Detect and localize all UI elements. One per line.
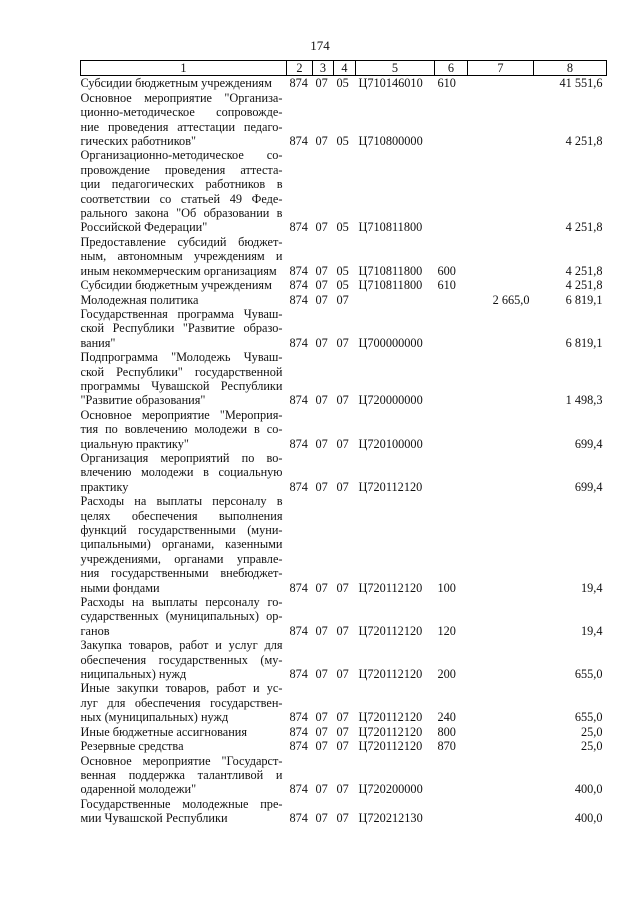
ministry-code: 874 xyxy=(289,263,308,278)
expense-type-code xyxy=(435,293,468,307)
subsection-code: 07 xyxy=(336,710,349,725)
subsection-code: 05 xyxy=(336,263,349,278)
section-code: 07 xyxy=(315,479,328,494)
expense-type-code xyxy=(435,91,468,149)
subsection-code: 05 xyxy=(336,134,349,149)
section-code: 07 xyxy=(315,134,328,149)
target-article-code: Ц720112120 xyxy=(358,580,423,595)
item-name-line: ской Республики" государственной xyxy=(80,364,283,379)
table-row xyxy=(81,293,607,307)
section-code: 07 xyxy=(315,739,328,754)
ministry-code: 874 xyxy=(289,739,308,754)
total-amount: 699,4 xyxy=(574,479,603,494)
page-number: 174 xyxy=(310,38,330,53)
section-code: 07 xyxy=(315,623,328,638)
item-name xyxy=(81,91,287,149)
section-code: 07 xyxy=(315,811,328,826)
expense-type-code: 100 xyxy=(437,580,456,595)
section-code: 07 xyxy=(315,667,328,682)
change-amount xyxy=(468,307,534,350)
ministry-code: 874 xyxy=(289,782,308,797)
target-article-code: Ц720112120 xyxy=(358,479,423,494)
change-amount xyxy=(468,235,534,278)
change-amount xyxy=(468,797,534,826)
item-name xyxy=(81,350,287,408)
subsection-code: 07 xyxy=(336,782,349,797)
total-amount: 655,0 xyxy=(574,667,603,682)
expense-type-code xyxy=(435,797,468,826)
item-name-line: соответствии со статьей 49 Феде- xyxy=(80,191,283,206)
ministry-code: 874 xyxy=(289,811,308,826)
column-header: 3 xyxy=(313,61,334,76)
subsection-code: 07 xyxy=(336,811,349,826)
target-article-code: Ц720112120 xyxy=(358,710,423,725)
item-name-line: ской Республики "Развитие образо- xyxy=(80,321,283,336)
ministry-code: 874 xyxy=(289,667,308,682)
item-name-line: Основное мероприятие "Мероприя- xyxy=(80,407,283,422)
item-name-line: Расходы на выплаты персоналу в xyxy=(80,494,283,509)
table-row xyxy=(81,408,607,451)
section-code: 07 xyxy=(315,292,328,307)
total-amount: 19,4 xyxy=(580,623,603,638)
target-article-code: Ц720112120 xyxy=(358,667,423,682)
expense-type-code: 610 xyxy=(437,76,456,91)
target-article-code: Ц710811800 xyxy=(358,278,423,293)
item-name-line: гических работников" xyxy=(80,134,197,149)
item-name xyxy=(81,494,287,595)
item-name-line: ным, автономным учреждениям и xyxy=(80,249,283,264)
item-name-line: Основное мероприятие "Организа- xyxy=(80,90,283,105)
target-article-code: Ц720200000 xyxy=(358,782,423,797)
expense-type-code: 870 xyxy=(437,739,456,754)
subsection-code: 07 xyxy=(336,335,349,350)
target-article-code: Ц710800000 xyxy=(358,134,423,149)
item-name-line: функций государственными (муни- xyxy=(80,523,283,537)
table-row xyxy=(81,235,607,278)
section-code: 07 xyxy=(315,436,328,451)
table-row xyxy=(81,754,607,797)
item-name-line: венная поддержка талантливой и xyxy=(80,767,283,782)
item-name xyxy=(81,797,287,826)
column-header: 8 xyxy=(534,61,607,76)
total-amount: 4 251,8 xyxy=(565,263,603,278)
item-name-line: Иные бюджетные ассигнования xyxy=(80,724,248,739)
item-name-line: ных (муниципальных) нужд xyxy=(80,710,229,725)
subsection-code: 05 xyxy=(336,220,349,235)
target-article-code: Ц710146010 xyxy=(358,76,423,91)
section-code: 07 xyxy=(315,782,328,797)
item-name-line: Подпрограмма "Молодежь Чуваш- xyxy=(80,350,283,365)
column-header: 7 xyxy=(468,61,534,76)
change-amount xyxy=(468,638,534,681)
subsection-code: 07 xyxy=(336,436,349,451)
expense-type-code xyxy=(435,148,468,234)
change-amount xyxy=(468,76,534,91)
item-name-line: луг для обеспечения государствен- xyxy=(80,695,283,710)
change-amount xyxy=(468,148,534,234)
item-name xyxy=(81,278,287,292)
column-header: 1 xyxy=(81,61,287,76)
section-code: 07 xyxy=(315,263,328,278)
subsection-code: 05 xyxy=(336,278,349,293)
section-code: 07 xyxy=(315,393,328,408)
change-amount: 2 665,0 xyxy=(492,292,530,307)
table-row xyxy=(81,148,607,234)
target-article-code: Ц720112120 xyxy=(358,623,423,638)
table-row xyxy=(81,739,607,753)
subsection-code: 07 xyxy=(336,724,349,739)
expense-type-code xyxy=(435,408,468,451)
section-code: 07 xyxy=(315,278,328,293)
item-name-line: влечению молодежи в социальную xyxy=(80,465,283,480)
total-amount: 19,4 xyxy=(580,580,603,595)
item-name-line: Молодежная политика xyxy=(80,292,199,307)
expense-type-code xyxy=(435,451,468,494)
section-code: 07 xyxy=(315,580,328,595)
ministry-code: 874 xyxy=(289,724,308,739)
section-code: 07 xyxy=(315,335,328,350)
section-code: 07 xyxy=(315,724,328,739)
expense-type-code: 610 xyxy=(437,278,456,293)
table-row xyxy=(81,76,607,91)
item-name-line: программы Чувашской Республики xyxy=(80,378,283,393)
section-code: 07 xyxy=(315,76,328,91)
expense-type-code xyxy=(435,307,468,350)
column-number-row xyxy=(81,61,607,76)
target-article-code: Ц710811800 xyxy=(358,263,423,278)
item-name-line: иным некоммерческим организациям xyxy=(80,263,277,278)
item-name xyxy=(81,595,287,638)
item-name-line: Организация мероприятий по во- xyxy=(80,450,283,465)
table-row xyxy=(81,307,607,350)
total-amount: 6 819,1 xyxy=(565,292,603,307)
budget-table xyxy=(80,60,607,826)
ministry-code: 874 xyxy=(289,580,308,595)
item-name xyxy=(81,739,287,753)
item-name-line: Резервные средства xyxy=(80,739,184,754)
table-row xyxy=(81,494,607,595)
item-name-line: Предоставление субсидий бюджет- xyxy=(80,234,283,249)
item-name-line: вания" xyxy=(80,335,116,350)
table-row xyxy=(81,451,607,494)
target-article-code: Ц720112120 xyxy=(358,724,423,739)
change-amount xyxy=(468,681,534,724)
table-row xyxy=(81,725,607,739)
change-amount xyxy=(468,278,534,292)
item-name-line: провождение проведения аттеста- xyxy=(80,162,283,177)
expense-type-code: 600 xyxy=(437,263,456,278)
total-amount: 699,4 xyxy=(574,436,603,451)
item-name-line: ции педагогических работников в xyxy=(80,177,283,192)
ministry-code: 874 xyxy=(289,436,308,451)
change-amount xyxy=(468,595,534,638)
total-amount: 655,0 xyxy=(574,710,603,725)
item-name-line: целях обеспечения выполнения xyxy=(80,508,283,523)
change-amount xyxy=(468,408,534,451)
item-name xyxy=(81,725,287,739)
column-header: 5 xyxy=(356,61,435,76)
subsection-code: 07 xyxy=(336,739,349,754)
ministry-code: 874 xyxy=(289,134,308,149)
expense-type-code: 240 xyxy=(437,710,456,725)
target-article-code: Ц720000000 xyxy=(358,393,423,408)
expense-type-code: 200 xyxy=(437,667,456,682)
item-name xyxy=(81,408,287,451)
section-code: 07 xyxy=(315,220,328,235)
target-article-code: Ц700000000 xyxy=(358,335,423,350)
total-amount: 4 251,8 xyxy=(565,220,603,235)
change-amount xyxy=(468,451,534,494)
target-article-code: Ц720212130 xyxy=(358,811,423,826)
expense-type-code xyxy=(435,754,468,797)
change-amount xyxy=(468,91,534,149)
table-row xyxy=(81,278,607,292)
table-row xyxy=(81,91,607,149)
total-amount: 6 819,1 xyxy=(565,335,603,350)
item-name xyxy=(81,638,287,681)
table-row xyxy=(81,681,607,724)
item-name xyxy=(81,451,287,494)
item-name-line: Основное мероприятие "Государст- xyxy=(80,753,283,768)
target-article-code: Ц710811800 xyxy=(358,220,423,235)
item-name-line: ниципальных) нужд xyxy=(80,667,187,682)
ministry-code: 874 xyxy=(289,393,308,408)
ministry-code: 874 xyxy=(289,479,308,494)
item-name-line: Закупка товаров, работ и услуг для xyxy=(80,638,283,653)
subsection-code: 07 xyxy=(336,292,349,307)
item-name-line: Государственные молодежные пре- xyxy=(80,796,283,811)
table-row xyxy=(81,595,607,638)
item-name-line: циальную практику" xyxy=(80,436,189,451)
item-name-line: мии Чувашской Республики xyxy=(80,811,228,826)
change-amount xyxy=(468,739,534,753)
total-amount: 41 551,6 xyxy=(559,76,603,91)
table-row xyxy=(81,797,607,826)
item-name xyxy=(81,293,287,307)
item-name-line: ганов xyxy=(80,623,110,638)
item-name xyxy=(81,754,287,797)
section-code: 07 xyxy=(315,710,328,725)
item-name xyxy=(81,235,287,278)
item-name-line: Организационно-методическое со- xyxy=(80,148,283,163)
subsection-code: 07 xyxy=(336,580,349,595)
item-name xyxy=(81,307,287,350)
ministry-code: 874 xyxy=(289,623,308,638)
item-name xyxy=(81,681,287,724)
subsection-code: 05 xyxy=(336,76,349,91)
item-name-line: "Развитие образования" xyxy=(80,393,206,408)
subsection-code: 07 xyxy=(336,393,349,408)
total-amount: 4 251,8 xyxy=(565,134,603,149)
expense-type-code: 800 xyxy=(437,724,456,739)
target-article-code: Ц720100000 xyxy=(358,436,423,451)
ministry-code: 874 xyxy=(289,76,308,91)
total-amount: 25,0 xyxy=(580,739,603,754)
item-name-line: обеспечения государственных (му- xyxy=(80,652,283,667)
item-name-line: Иные закупки товаров, работ и ус- xyxy=(80,681,283,696)
column-header: 2 xyxy=(287,61,313,76)
expense-type-code xyxy=(435,350,468,408)
item-name-line: тия по вовлечению молодежи в со- xyxy=(80,422,283,437)
ministry-code: 874 xyxy=(289,292,308,307)
change-amount xyxy=(468,754,534,797)
item-name-line: Российской Федерации" xyxy=(80,220,208,235)
item-name-line: ципальными) органами, казенными xyxy=(80,537,283,552)
change-amount xyxy=(468,494,534,595)
item-name-line: сударственных (муниципальных) ор- xyxy=(80,609,283,624)
item-name-line: рального закона "Об образовании в xyxy=(80,206,283,221)
total-amount: 400,0 xyxy=(574,782,603,797)
subsection-code: 07 xyxy=(336,479,349,494)
change-amount xyxy=(468,725,534,739)
change-amount xyxy=(468,350,534,408)
expense-type-code: 120 xyxy=(437,623,456,638)
ministry-code: 874 xyxy=(289,710,308,725)
ministry-code: 874 xyxy=(289,220,308,235)
item-name-line: учреждениями, органами управле- xyxy=(80,551,283,566)
item-name-line: ными фондами xyxy=(80,580,160,595)
item-name xyxy=(81,148,287,234)
item-name-line: Субсидии бюджетным учреждениям xyxy=(80,278,272,293)
item-name-line: ние проведения аттестации педаго- xyxy=(80,119,283,134)
item-name-line: ния государственными внебюджет- xyxy=(80,566,283,581)
table-row xyxy=(81,638,607,681)
item-name xyxy=(81,76,287,91)
total-amount: 400,0 xyxy=(574,811,603,826)
total-amount: 4 251,8 xyxy=(565,278,603,293)
ministry-code: 874 xyxy=(289,335,308,350)
item-name-line: практику xyxy=(80,479,129,494)
total-amount: 25,0 xyxy=(580,724,603,739)
item-name-line: Субсидии бюджетным учреждениям xyxy=(80,76,272,91)
target-article-code: Ц720112120 xyxy=(358,739,423,754)
subsection-code: 07 xyxy=(336,667,349,682)
target-article-code xyxy=(356,293,435,307)
subsection-code: 07 xyxy=(336,623,349,638)
table-row xyxy=(81,350,607,408)
item-name-line: одаренной молодежи" xyxy=(80,782,197,797)
column-header: 4 xyxy=(334,61,356,76)
item-name-line: Расходы на выплаты персоналу го- xyxy=(80,595,283,610)
item-name-line: Государственная программа Чуваш- xyxy=(80,306,283,321)
total-amount: 1 498,3 xyxy=(565,393,603,408)
column-header: 6 xyxy=(435,61,468,76)
ministry-code: 874 xyxy=(289,278,308,293)
item-name-line: ционно-методическое сопровожде- xyxy=(80,105,283,120)
